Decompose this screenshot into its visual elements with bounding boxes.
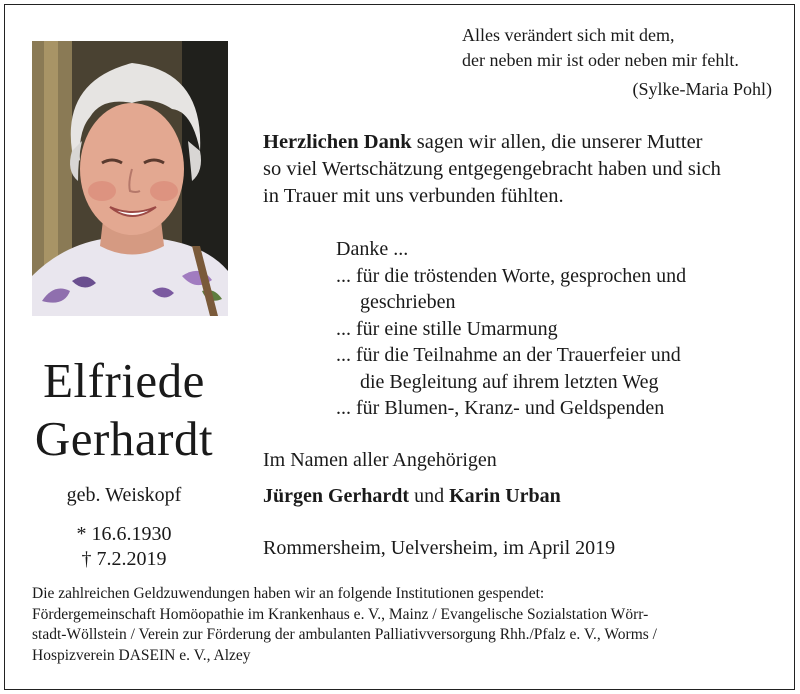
- signer-name: Karin Urban: [449, 485, 561, 507]
- signoff-block: [263, 447, 783, 561]
- quote-line: Alles verändert sich mit dem,: [462, 25, 675, 45]
- danke-item: ... für die Teilnahme an der Trauerfeier und: [336, 344, 681, 366]
- donation-line: Fördergemeinschaft Homöopathie im Krankenhaus e. V., Mainz / Evangelische Sozialstation Wörr-: [32, 605, 649, 623]
- donation-note: [32, 584, 782, 666]
- danke-item: ... für eine stille Umarmung: [336, 317, 558, 340]
- donation-line: Die zahlreichen Geldzuwendungen haben wir an folgende Institutionen gespendet:: [32, 585, 545, 602]
- thanks-lead: Herzlichen Dank: [263, 131, 412, 153]
- place-date: Rommersheim, Uelversheim, im April 2019: [263, 537, 616, 559]
- danke-heading: Danke ...: [336, 238, 409, 260]
- thanks-paragraph: [263, 129, 783, 210]
- danke-item: die Begleitung auf ihrem letzten Weg: [360, 370, 659, 393]
- quote-line: der neben mir ist oder neben mir fehlt.: [462, 50, 739, 70]
- birth-date: * 16.6.1930: [76, 523, 172, 545]
- deceased-block: [14, 352, 234, 572]
- maiden-name: geb. Weiskopf: [66, 484, 182, 506]
- thanks-lead-rest: sagen wir allen, die unserer Mutter: [411, 131, 703, 153]
- thanks-line: in Trauer mit uns verbunden fühlten.: [263, 185, 564, 207]
- donation-line: Hospizverein DASEIN e. V., Alzey: [32, 646, 251, 664]
- danke-item: geschrieben: [360, 291, 456, 313]
- thanks-line: [263, 129, 783, 156]
- last-name: Gerhardt: [34, 411, 214, 466]
- portrait-image: [32, 41, 228, 316]
- danke-item: ... für Blumen-, Kranz- und Geldspenden: [336, 397, 665, 419]
- quote-author: (Sylke-Maria Pohl): [632, 79, 772, 99]
- donation-line: stadt-Wöllstein / Verein zur Förderung der ambulanten Palliativversorgung Rhh./Pfalz e. V., Worms /: [32, 626, 657, 643]
- signer-conj: und: [409, 485, 450, 507]
- quote-block: [462, 23, 782, 102]
- danke-item: ... für die tröstenden Worte, gesprochen und: [336, 264, 687, 287]
- portrait-photo: [32, 41, 228, 316]
- thanks-line: so viel Wertschätzung entgegengebracht haben und sich: [263, 158, 721, 180]
- first-name: Elfriede: [43, 353, 205, 408]
- danke-list: [336, 236, 776, 422]
- death-date: † 7.2.2019: [81, 548, 167, 570]
- signoff-names: [263, 483, 783, 509]
- signer-name: Jürgen Gerhardt: [263, 485, 410, 507]
- signoff-intro: Im Namen aller Angehörigen: [263, 449, 497, 471]
